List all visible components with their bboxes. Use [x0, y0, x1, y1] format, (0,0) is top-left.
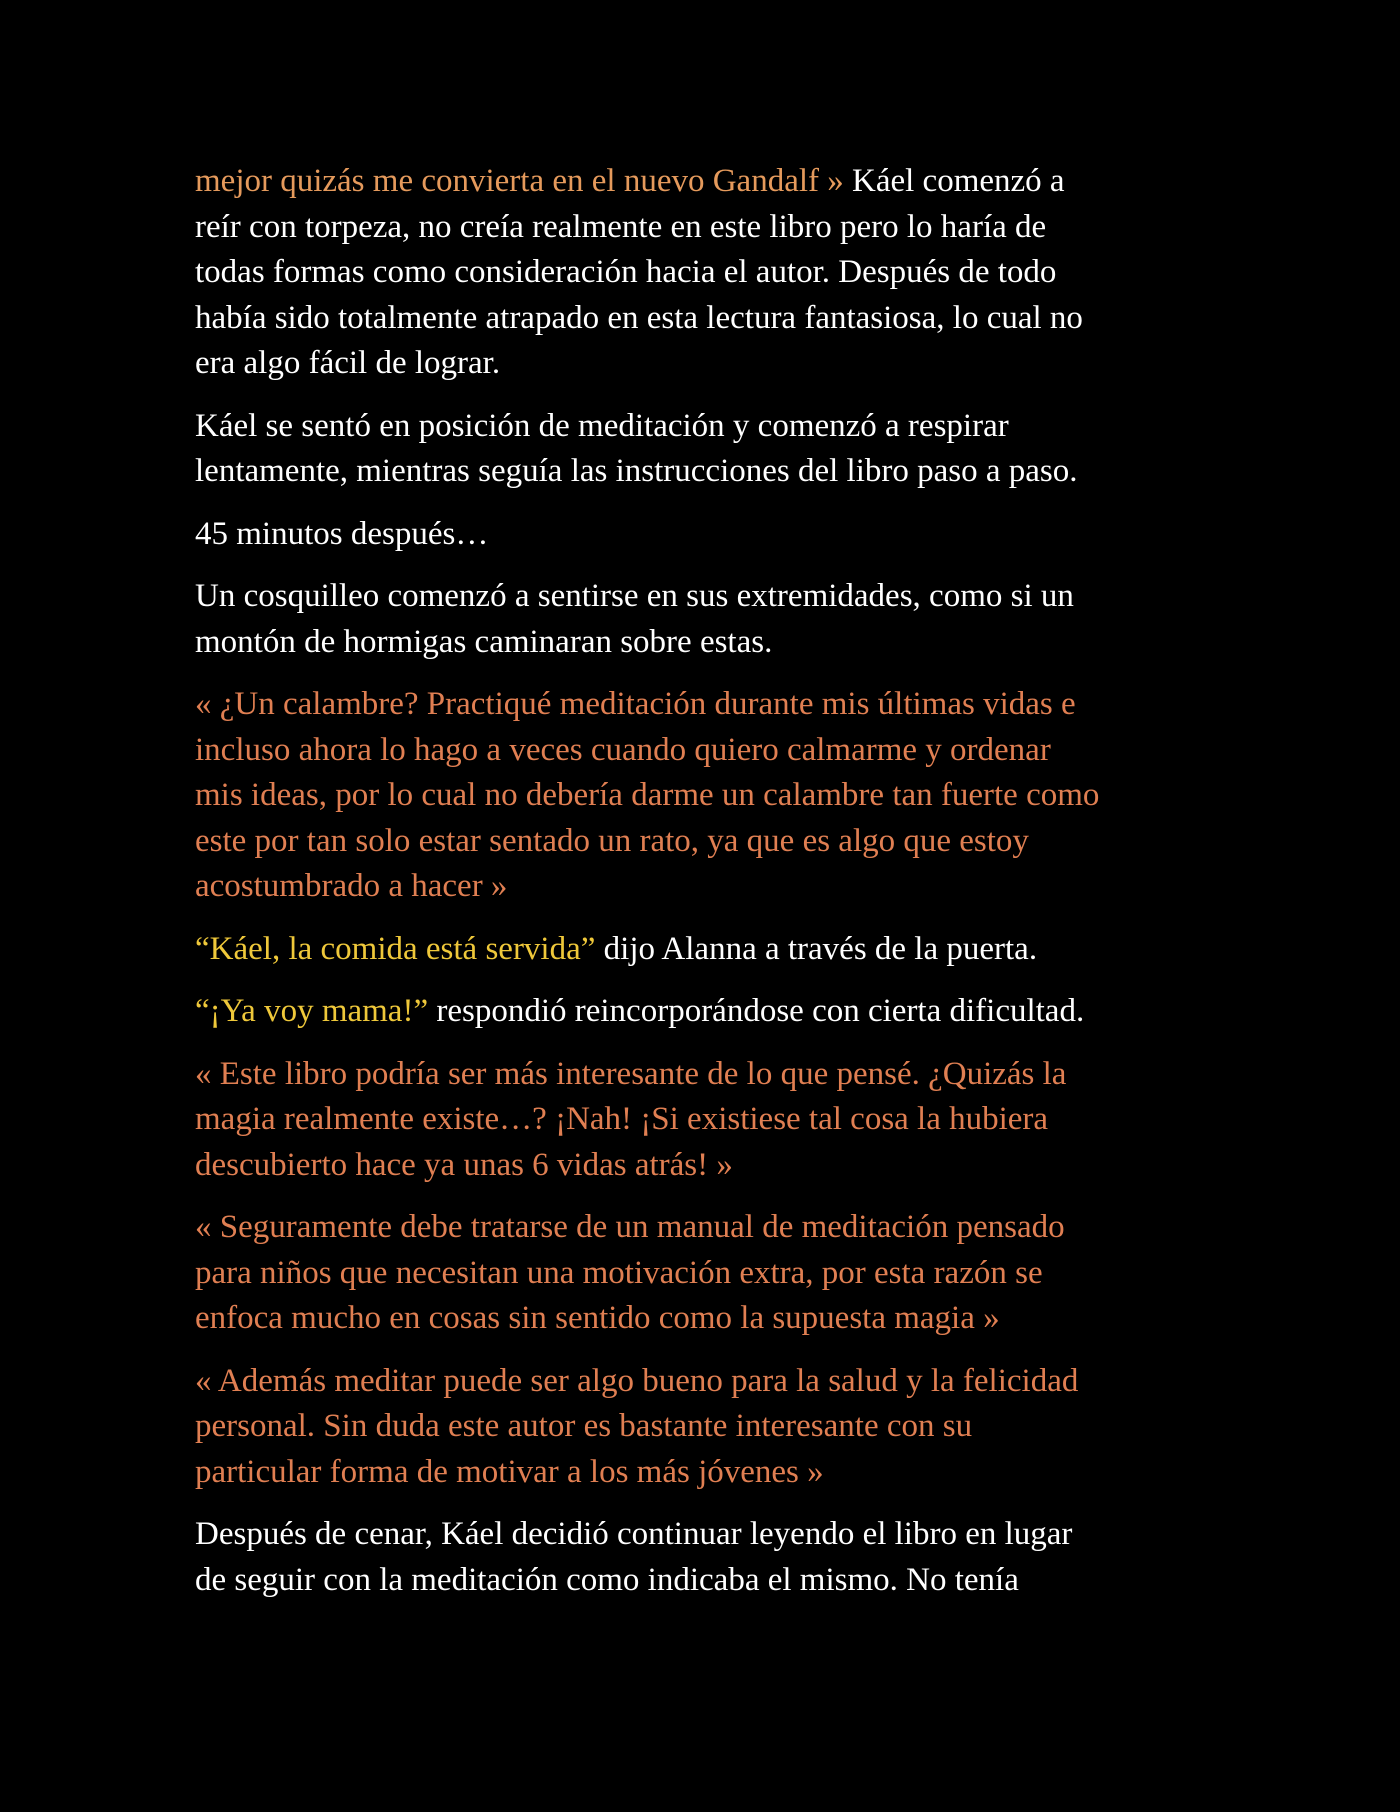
narration-text: Káel comenzó a	[843, 163, 1065, 199]
paragraph-1-line-1	[195, 159, 1215, 205]
dialogue-text: ¡Ya voy mama!	[209, 993, 414, 1029]
thought-paragraph-5	[195, 682, 1215, 910]
open-quote: “	[195, 930, 210, 967]
paragraph-10-line-3: particular forma de motivar a los más jóvenes »	[195, 1453, 824, 1490]
paragraph-5-line-2: incluso ahora lo hago a veces cuando quiero calmarme y ordenar	[195, 731, 1051, 768]
paragraph-9-line-1: « Seguramente debe tratarse de un manual de meditación pensado	[195, 1209, 1065, 1245]
dialogue-paragraph-6	[195, 927, 1215, 973]
paragraph-2-line-2: lentamente, mientras seguía las instrucciones del libro paso a paso.	[195, 453, 1078, 489]
thought-close-mark: »	[819, 163, 844, 199]
thought-text: mejor quizás me convierta en el nuevo Gandalf	[195, 163, 820, 199]
paragraph-1	[195, 159, 1215, 387]
paragraph-7-line-1	[195, 989, 1215, 1035]
paragraph-3-line-1: 45 minutos después…	[195, 515, 489, 552]
page-text-body	[195, 159, 1215, 1620]
narration-text: respondió reincorporándose con cierta dificultad.	[428, 993, 1085, 1029]
open-quote: “	[195, 993, 210, 1029]
paragraph-11-line-2: de seguir con la meditación como indicaba el mismo. No tenía	[195, 1561, 1019, 1598]
paragraph-4	[195, 574, 1215, 665]
paragraph-1-line-3: todas formas como consideración hacia el autor. Después de todo	[195, 254, 1057, 290]
paragraph-4-line-1: Un cosquilleo comenzó a sentirse en sus extremidades, como si un	[195, 578, 1074, 614]
paragraph-8-line-1: « Este libro podría ser más interesante de lo que pensé. ¿Quizás la	[195, 1055, 1067, 1092]
dialogue-text: Káel, la comida está servida	[209, 930, 581, 967]
paragraph-6-line-1	[195, 927, 1215, 973]
paragraph-8-line-2: magia realmente existe…? ¡Nah! ¡Si existiese tal cosa la hubiera	[195, 1101, 1049, 1137]
paragraph-5-line-3: mis ideas, por lo cual no debería darme un calambre tan fuerte como	[195, 777, 1100, 813]
paragraph-5-line-4: este por tan solo estar sentado un rato, ya que es algo que estoy	[195, 822, 1029, 859]
paragraph-11-line-1: Después de cenar, Káel decidió continuar leyendo el libro en lugar	[195, 1516, 1073, 1552]
paragraph-2-line-1: Káel se sentó en posición de meditación y comenzó a respirar	[195, 407, 1009, 444]
paragraph-10-line-2: personal. Sin duda este autor es bastante interesante con su	[195, 1408, 973, 1444]
dialogue-paragraph-7	[195, 989, 1215, 1035]
thought-paragraph-9	[195, 1205, 1215, 1342]
paragraph-8-line-3: descubierto hace ya unas 6 vidas atrás! »	[195, 1146, 733, 1183]
paragraph-5-line-5: acostumbrado a hacer »	[195, 868, 508, 904]
paragraph-11	[195, 1512, 1215, 1603]
paragraph-1-line-4: había sido totalmente atrapado en esta lectura fantasiosa, lo cual no	[195, 299, 1083, 336]
paragraph-1-line-5: era algo fácil de lograr.	[195, 345, 501, 381]
narration-text: dijo Alanna a través de la puerta.	[595, 930, 1038, 967]
close-quote: ”	[413, 993, 429, 1029]
close-quote: ”	[580, 930, 596, 967]
paragraph-3	[195, 512, 1215, 558]
paragraph-9-line-3: enfoca mucho en cosas sin sentido como la supuesta magia »	[195, 1300, 1000, 1336]
paragraph-5-line-1: « ¿Un calambre? Practiqué meditación durante mis últimas vidas e	[195, 686, 1076, 722]
paragraph-4-line-2: montón de hormigas caminaran sobre estas.	[195, 623, 773, 660]
thought-paragraph-8	[195, 1052, 1215, 1189]
thought-paragraph-10	[195, 1359, 1215, 1496]
paragraph-2	[195, 404, 1215, 495]
paragraph-1-line-2: reír con torpeza, no creía realmente en este libro pero lo haría de	[195, 208, 1047, 245]
paragraph-10-line-1: « Además meditar puede ser algo bueno para la salud y la felicidad	[195, 1362, 1079, 1399]
paragraph-9-line-2: para niños que necesitan una motivación extra, por esta razón se	[195, 1254, 1043, 1291]
